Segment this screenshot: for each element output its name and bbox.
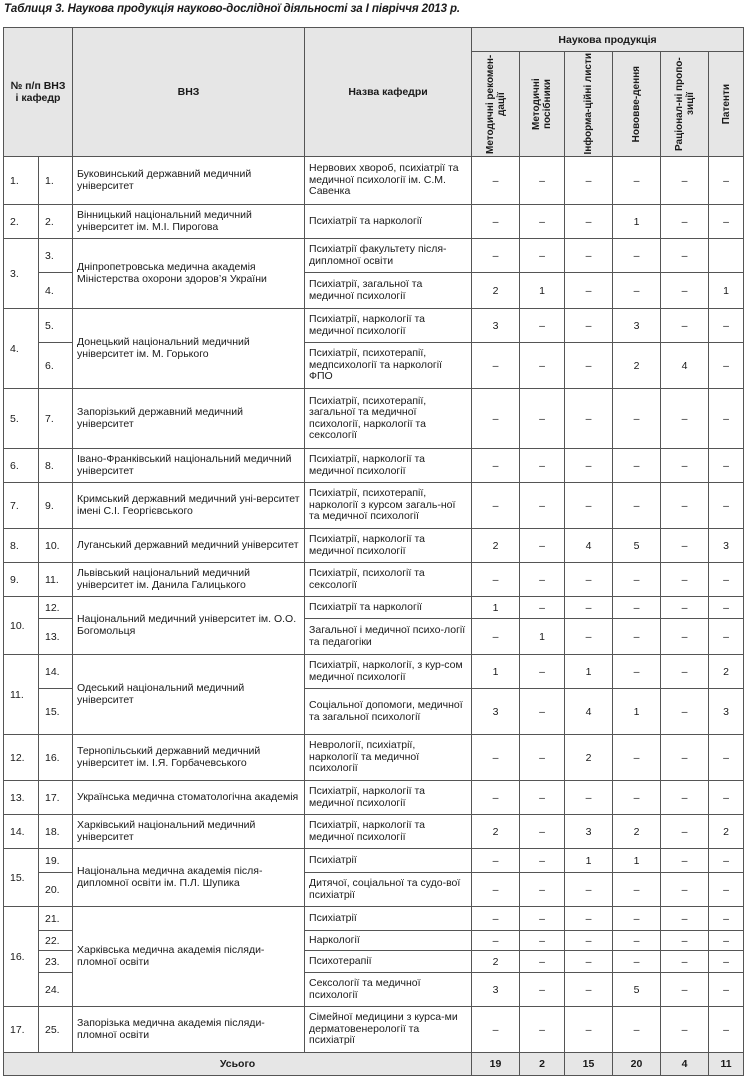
output-value: – <box>709 597 744 619</box>
department-number: 7. <box>39 389 73 449</box>
table-row <box>4 563 744 597</box>
university-name: Харківська медична академія післяди-пломної освіти <box>73 907 305 1007</box>
university-number: 5. <box>4 389 39 449</box>
department-number: 14. <box>39 655 73 689</box>
department-number: 12. <box>39 597 73 619</box>
university-number: 13. <box>4 781 39 815</box>
output-value: – <box>472 343 520 389</box>
department-name: Психіатрії, психології та сексології <box>305 563 472 597</box>
department-name: Психіатрії та наркології <box>305 205 472 239</box>
output-value: – <box>661 781 709 815</box>
output-value: – <box>661 205 709 239</box>
output-value: – <box>661 529 709 563</box>
table-caption: Таблиця 3. Наукова продукція науково-дослідної діяльності за І півріччя 2013 р. <box>4 3 460 15</box>
output-value: – <box>565 873 613 907</box>
department-name: Психіатрії, психотерапії, медпсихології та наркології ФПО <box>305 343 472 389</box>
department-number: 3. <box>39 239 73 273</box>
department-number: 9. <box>39 483 73 529</box>
university-name: Харківський національний медичний університет <box>73 815 305 849</box>
output-value: – <box>709 563 744 597</box>
output-value: – <box>661 449 709 483</box>
output-value: 1 <box>613 689 661 735</box>
output-value: – <box>472 563 520 597</box>
output-value: – <box>520 309 565 343</box>
university-name: Запорізька медична академія післяди-пломної освіти <box>73 1007 305 1053</box>
output-value: – <box>661 951 709 973</box>
output-value: 2 <box>709 815 744 849</box>
department-name: Психіатрії факультету після-дипломної освіти <box>305 239 472 273</box>
output-value: 2 <box>709 655 744 689</box>
output-value: – <box>661 931 709 951</box>
department-name: Нервових хвороб, психіатрії та медичної психології ім. С.М. Савенка <box>305 157 472 205</box>
output-value: – <box>709 309 744 343</box>
university-name: Дніпропетровська медична академія Міністерства охорони здоров’я України <box>73 239 305 309</box>
department-number: 8. <box>39 449 73 483</box>
output-value: – <box>565 597 613 619</box>
output-value: – <box>472 205 520 239</box>
output-value: – <box>661 689 709 735</box>
department-number: 2. <box>39 205 73 239</box>
output-value: – <box>520 689 565 735</box>
output-value: 2 <box>472 529 520 563</box>
output-value: – <box>472 849 520 873</box>
output-value: – <box>613 735 661 781</box>
output-value: – <box>709 449 744 483</box>
university-number: 10. <box>4 597 39 655</box>
output-value: – <box>565 907 613 931</box>
department-number: 11. <box>39 563 73 597</box>
university-name: Луганський державний медичний університет <box>73 529 305 563</box>
output-value: – <box>520 781 565 815</box>
total-value: 4 <box>661 1053 709 1076</box>
output-value: 3 <box>565 815 613 849</box>
department-name: Психотерапії <box>305 951 472 973</box>
output-value: – <box>565 239 613 273</box>
total-value: 19 <box>472 1053 520 1076</box>
output-value: – <box>565 449 613 483</box>
output-value: 1 <box>613 849 661 873</box>
output-value: – <box>520 563 565 597</box>
output-value: – <box>613 483 661 529</box>
output-value: – <box>709 205 744 239</box>
university-number: 12. <box>4 735 39 781</box>
output-value: 3 <box>472 689 520 735</box>
output-value: – <box>709 483 744 529</box>
output-value: – <box>613 157 661 205</box>
output-value: 2 <box>613 815 661 849</box>
output-value: – <box>613 655 661 689</box>
table-row <box>4 655 744 689</box>
university-name: Українська медична стоматологічна академія <box>73 781 305 815</box>
output-value: – <box>613 781 661 815</box>
output-value: 2 <box>472 951 520 973</box>
output-value: – <box>661 483 709 529</box>
university-number: 8. <box>4 529 39 563</box>
university-number: 7. <box>4 483 39 529</box>
output-value: – <box>565 205 613 239</box>
table-row <box>4 157 744 205</box>
output-value: – <box>661 849 709 873</box>
output-value: – <box>565 619 613 655</box>
university-name: Львівський національний медичний університет ім. Данила Галицького <box>73 563 305 597</box>
department-name: Психіатрії <box>305 849 472 873</box>
output-value: – <box>565 389 613 449</box>
output-value: – <box>472 389 520 449</box>
university-name: Національний медичний університет ім. О.О. Богомольця <box>73 597 305 655</box>
output-value: – <box>520 1007 565 1053</box>
university-name: Запорізький державний медичний університет <box>73 389 305 449</box>
output-value: – <box>613 951 661 973</box>
department-name: Психіатрії <box>305 907 472 931</box>
output-value: – <box>709 735 744 781</box>
department-number: 18. <box>39 815 73 849</box>
department-name: Психіатрії, наркології та медичної психології <box>305 309 472 343</box>
department-name: Соціальної допомоги, медичної та загальної психології <box>305 689 472 735</box>
total-label: Усього <box>4 1053 472 1076</box>
department-number: 22. <box>39 931 73 951</box>
output-value: 4 <box>565 689 613 735</box>
table-row <box>4 309 744 343</box>
table-row <box>4 483 744 529</box>
department-number: 16. <box>39 735 73 781</box>
output-value: – <box>472 239 520 273</box>
output-value: – <box>613 619 661 655</box>
department-number: 19. <box>39 849 73 873</box>
output-value: – <box>661 239 709 273</box>
department-number: 1. <box>39 157 73 205</box>
university-name: Буковинський державний медичний університет <box>73 157 305 205</box>
output-value: 1 <box>565 655 613 689</box>
output-value: – <box>661 907 709 931</box>
table-row <box>4 239 744 273</box>
output-value: – <box>472 1007 520 1053</box>
output-value: – <box>661 655 709 689</box>
output-value: – <box>661 309 709 343</box>
output-value: – <box>709 973 744 1007</box>
university-number: 3. <box>4 239 39 309</box>
department-name: Психіатрії, загальної та медичної психології <box>305 273 472 309</box>
department-number: 15. <box>39 689 73 735</box>
university-name: Вінницький національний медичний університет ім. М.І. Пирогова <box>73 205 305 239</box>
output-value: – <box>472 157 520 205</box>
output-value: – <box>520 951 565 973</box>
university-number: 14. <box>4 815 39 849</box>
output-value: – <box>709 951 744 973</box>
output-value: 5 <box>613 529 661 563</box>
output-value: 1 <box>472 597 520 619</box>
output-value: – <box>520 815 565 849</box>
output-value: – <box>709 1007 744 1053</box>
department-number: 23. <box>39 951 73 973</box>
output-value: 2 <box>472 815 520 849</box>
table-row <box>4 907 744 931</box>
header-col-method-manuals: Методичні посібники <box>520 52 565 157</box>
department-number: 20. <box>39 873 73 907</box>
output-value: – <box>520 529 565 563</box>
table-row <box>4 849 744 873</box>
output-value: – <box>472 483 520 529</box>
output-value: – <box>472 619 520 655</box>
output-value: – <box>520 907 565 931</box>
university-number: 4. <box>4 309 39 389</box>
output-value: – <box>565 781 613 815</box>
output-value: – <box>520 735 565 781</box>
output-value: – <box>520 449 565 483</box>
output-value: – <box>520 931 565 951</box>
output-value: – <box>520 239 565 273</box>
output-value: – <box>472 907 520 931</box>
output-value: 2 <box>565 735 613 781</box>
total-value: 15 <box>565 1053 613 1076</box>
university-name: Донецький національний медичний університет ім. М. Горького <box>73 309 305 389</box>
output-value: 3 <box>709 529 744 563</box>
table-row <box>4 529 744 563</box>
department-name: Наркології <box>305 931 472 951</box>
department-name: Психіатрії та наркології <box>305 597 472 619</box>
output-value: – <box>661 815 709 849</box>
output-value: – <box>709 907 744 931</box>
table-row <box>4 449 744 483</box>
department-number: 24. <box>39 973 73 1007</box>
department-name: Загальної і медичної психо-логії та педагогіки <box>305 619 472 655</box>
output-value: 2 <box>613 343 661 389</box>
output-value: – <box>613 931 661 951</box>
output-value: – <box>565 951 613 973</box>
output-value: – <box>709 873 744 907</box>
output-value: – <box>472 735 520 781</box>
output-value: 5 <box>613 973 661 1007</box>
output-value: – <box>520 655 565 689</box>
university-name: Івано-Франківський національний медичний університет <box>73 449 305 483</box>
department-number: 4. <box>39 273 73 309</box>
output-value: – <box>520 205 565 239</box>
university-number: 17. <box>4 1007 39 1053</box>
university-number: 1. <box>4 157 39 205</box>
header-col-info-letters: Інформа-ційні листи <box>565 52 613 157</box>
department-number: 21. <box>39 907 73 931</box>
department-number: 10. <box>39 529 73 563</box>
output-value: 1 <box>613 205 661 239</box>
output-value: – <box>613 907 661 931</box>
header-col-innovations: Нововве-дення <box>613 52 661 157</box>
department-number: 17. <box>39 781 73 815</box>
output-value: – <box>565 931 613 951</box>
table-row <box>4 205 744 239</box>
university-number: 6. <box>4 449 39 483</box>
output-value: 3 <box>613 309 661 343</box>
header-col-rational-proposals: Раціонал-ні пропо-зиції <box>661 52 709 157</box>
output-value: – <box>661 389 709 449</box>
university-name: Кримський державний медичний уні-верситет імені С.І. Георгієвського <box>73 483 305 529</box>
output-value: – <box>661 973 709 1007</box>
header-col-method-recs: Методичні рекомен-дації <box>472 52 520 157</box>
output-value: – <box>520 973 565 1007</box>
university-number: 2. <box>4 205 39 239</box>
output-value: – <box>709 389 744 449</box>
output-value: – <box>472 931 520 951</box>
header-col-patents: Патенти <box>709 52 744 157</box>
output-value: – <box>661 873 709 907</box>
department-name: Психіатрії, наркології та медичної психології <box>305 815 472 849</box>
output-value: – <box>472 873 520 907</box>
university-name: Національна медична академія після-дипломної освіти ім. П.Л. Шупика <box>73 849 305 907</box>
total-value: 11 <box>709 1053 744 1076</box>
university-name: Одеський національний медичний університет <box>73 655 305 735</box>
header-department: Назва кафедри <box>305 28 472 157</box>
output-value: – <box>613 239 661 273</box>
output-value: – <box>613 449 661 483</box>
output-value: – <box>661 735 709 781</box>
output-value: 3 <box>709 689 744 735</box>
output-value: – <box>709 619 744 655</box>
output-value: – <box>613 873 661 907</box>
table-row <box>4 597 744 619</box>
output-value: – <box>472 449 520 483</box>
table-row <box>4 815 744 849</box>
output-value: – <box>613 597 661 619</box>
header-scientific-output: Наукова продукція <box>472 28 744 52</box>
output-value: – <box>565 483 613 529</box>
department-name: Сімейної медицини з курса-ми дерматовенерології та психіатрії <box>305 1007 472 1053</box>
output-value: – <box>565 1007 613 1053</box>
department-name: Психіатрії, психотерапії, загальної та медичної психології, наркології та сексології <box>305 389 472 449</box>
output-value: – <box>565 273 613 309</box>
output-value: – <box>661 1007 709 1053</box>
output-value: – <box>709 157 744 205</box>
table-row <box>4 389 744 449</box>
table-row <box>4 781 744 815</box>
output-value: – <box>661 157 709 205</box>
output-value: 3 <box>472 973 520 1007</box>
output-value: – <box>613 1007 661 1053</box>
output-value: 4 <box>565 529 613 563</box>
department-name: Сексології та медичної психології <box>305 973 472 1007</box>
output-value: – <box>661 563 709 597</box>
output-value: – <box>520 483 565 529</box>
department-name: Дитячої, соціальної та судо-вої психіатрії <box>305 873 472 907</box>
university-number: 16. <box>4 907 39 1007</box>
department-name: Психіатрії, наркології та медичної психології <box>305 781 472 815</box>
department-number: 5. <box>39 309 73 343</box>
output-value: – <box>565 563 613 597</box>
output-value: – <box>709 849 744 873</box>
output-value: – <box>613 389 661 449</box>
department-name: Психіатрії, наркології та медичної психології <box>305 449 472 483</box>
output-value <box>709 239 744 273</box>
output-value: – <box>520 849 565 873</box>
university-number: 15. <box>4 849 39 907</box>
output-value: – <box>520 157 565 205</box>
output-value: 1 <box>709 273 744 309</box>
university-number: 11. <box>4 655 39 735</box>
output-value: – <box>613 563 661 597</box>
output-value: – <box>520 597 565 619</box>
department-name: Неврології, психіатрії, наркології та медичної психології <box>305 735 472 781</box>
department-number: 25. <box>39 1007 73 1053</box>
header-university: ВНЗ <box>73 28 305 157</box>
department-number: 6. <box>39 343 73 389</box>
table-row <box>4 1007 744 1053</box>
department-name: Психіатрії, наркології та медичної психології <box>305 529 472 563</box>
university-number: 9. <box>4 563 39 597</box>
output-value: – <box>565 343 613 389</box>
output-value: – <box>565 309 613 343</box>
department-name: Психіатрії, психотерапії, наркології з курсом загаль-ної та медичної психології <box>305 483 472 529</box>
output-value: 1 <box>565 849 613 873</box>
university-name: Тернопільський державний медичний університет ім. І.Я. Горбачевського <box>73 735 305 781</box>
output-value: – <box>613 273 661 309</box>
output-value: – <box>661 619 709 655</box>
output-value: – <box>520 389 565 449</box>
output-value: – <box>565 157 613 205</box>
output-value: 2 <box>472 273 520 309</box>
output-value: – <box>661 597 709 619</box>
output-value: – <box>709 781 744 815</box>
output-value: – <box>565 973 613 1007</box>
total-value: 2 <box>520 1053 565 1076</box>
output-value: 1 <box>472 655 520 689</box>
output-value: 1 <box>520 273 565 309</box>
department-number: 13. <box>39 619 73 655</box>
output-value: – <box>520 343 565 389</box>
research-output-table <box>3 27 744 1076</box>
table-row <box>4 735 744 781</box>
output-value: – <box>709 343 744 389</box>
output-value: 1 <box>520 619 565 655</box>
total-row <box>4 1053 744 1076</box>
output-value: 4 <box>661 343 709 389</box>
output-value: – <box>472 781 520 815</box>
output-value: 3 <box>472 309 520 343</box>
total-value: 20 <box>613 1053 661 1076</box>
department-name: Психіатрії, наркології, з кур-сом медичної психології <box>305 655 472 689</box>
output-value: – <box>709 931 744 951</box>
output-value: – <box>661 273 709 309</box>
output-value: – <box>520 873 565 907</box>
header-number: № п/п ВНЗ і кафедр <box>4 28 73 157</box>
